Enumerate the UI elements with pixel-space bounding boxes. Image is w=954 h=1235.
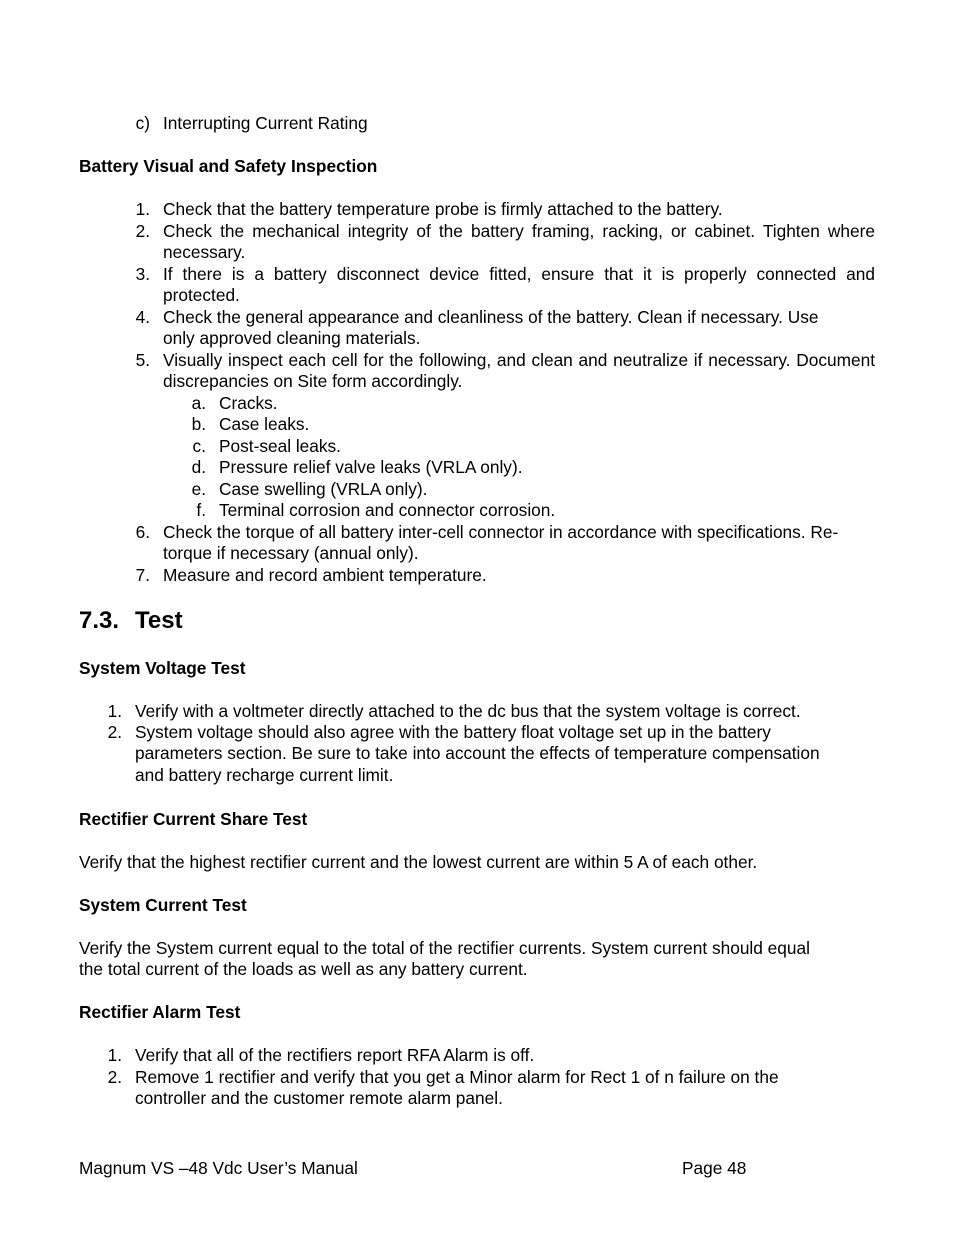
list-number: 2.	[107, 1067, 122, 1087]
list-item-text: Check that the battery temperature probe is firmly attached to the battery.	[163, 199, 723, 219]
section-number: 7.3.	[79, 607, 120, 634]
subsection-heading: Battery Visual and Safety Inspection	[79, 156, 378, 176]
list-number: 5.	[135, 350, 150, 370]
list-item-text: Verify with a voltmeter directly attached to the dc bus that the system voltage is correct.	[135, 701, 801, 721]
list-item-text: Check the mechanical integrity of the battery framing, racking, or cabinet. Tighten where necessary.	[163, 221, 875, 263]
sublist-letter: b.	[191, 414, 206, 434]
sublist-letter: f.	[196, 500, 206, 520]
sublist-item-text: Case swelling (VRLA only).	[219, 479, 428, 499]
paragraph: Verify the System current equal to the total of the rectifier currents. System current should equal the total current of the loads as well as any battery current.	[79, 938, 810, 980]
section-title: Test	[135, 607, 183, 634]
subsection-heading: Rectifier Alarm Test	[79, 1002, 241, 1022]
paragraph: Verify that the highest rectifier current and the lowest current are within 5 A of each other.	[79, 852, 758, 872]
list-item-text: Verify that all of the rectifiers report RFA Alarm is off.	[135, 1045, 535, 1065]
list-marker: c)	[135, 113, 150, 133]
list-number: 2.	[107, 722, 122, 742]
list-item-text: System voltage should also agree with the battery float voltage set up in the battery parameters section. Be sure to take into account the effects of temperature compensation and battery recharge current limit.	[135, 722, 820, 785]
subsection-heading: System Voltage Test	[79, 658, 246, 678]
list-number: 1.	[135, 199, 150, 219]
sublist-item-text: Terminal corrosion and connector corrosion.	[219, 500, 556, 520]
footer-page-number: Page 48	[682, 1158, 747, 1178]
footer-title: Magnum VS –48 Vdc User’s Manual	[79, 1158, 358, 1178]
sublist-item-text: Post-seal leaks.	[219, 436, 341, 456]
list-item-text: Visually inspect each cell for the following, and clean and neutralize if necessary. Document discrepancies on Site form accordingly.	[163, 350, 875, 392]
list-item-text: Interrupting Current Rating	[163, 113, 368, 133]
sublist-letter: a.	[191, 393, 206, 413]
list-number: 4.	[135, 307, 150, 327]
list-item-text: Remove 1 rectifier and verify that you get a Minor alarm for Rect 1 of n failure on the controller and the customer remote alarm panel.	[135, 1067, 779, 1109]
list-item-text: Check the general appearance and cleanliness of the battery. Clean if necessary. Use only approved cleaning materials.	[163, 307, 819, 349]
sublist-letter: e.	[191, 479, 206, 499]
list-item-text: Check the torque of all battery inter-cell connector in accordance with specifications. Re-torque if necessary (annual only).	[163, 522, 839, 564]
sublist-item-text: Case leaks.	[219, 414, 310, 434]
list-number: 1.	[107, 701, 122, 721]
list-number: 1.	[107, 1045, 122, 1065]
list-item-text: Measure and record ambient temperature.	[163, 565, 487, 585]
sublist-letter: c.	[192, 436, 206, 456]
subsection-heading: Rectifier Current Share Test	[79, 809, 308, 829]
list-number: 3.	[135, 264, 150, 284]
list-item-text: If there is a battery disconnect device fitted, ensure that it is properly connected and protected.	[163, 264, 875, 306]
list-number: 7.	[135, 565, 150, 585]
subsection-heading: System Current Test	[79, 895, 247, 915]
sublist-item-text: Pressure relief valve leaks (VRLA only).	[219, 457, 523, 477]
sublist-letter: d.	[191, 457, 206, 477]
sublist-item-text: Cracks.	[219, 393, 278, 413]
list-number: 6.	[135, 522, 150, 542]
list-number: 2.	[135, 221, 150, 241]
